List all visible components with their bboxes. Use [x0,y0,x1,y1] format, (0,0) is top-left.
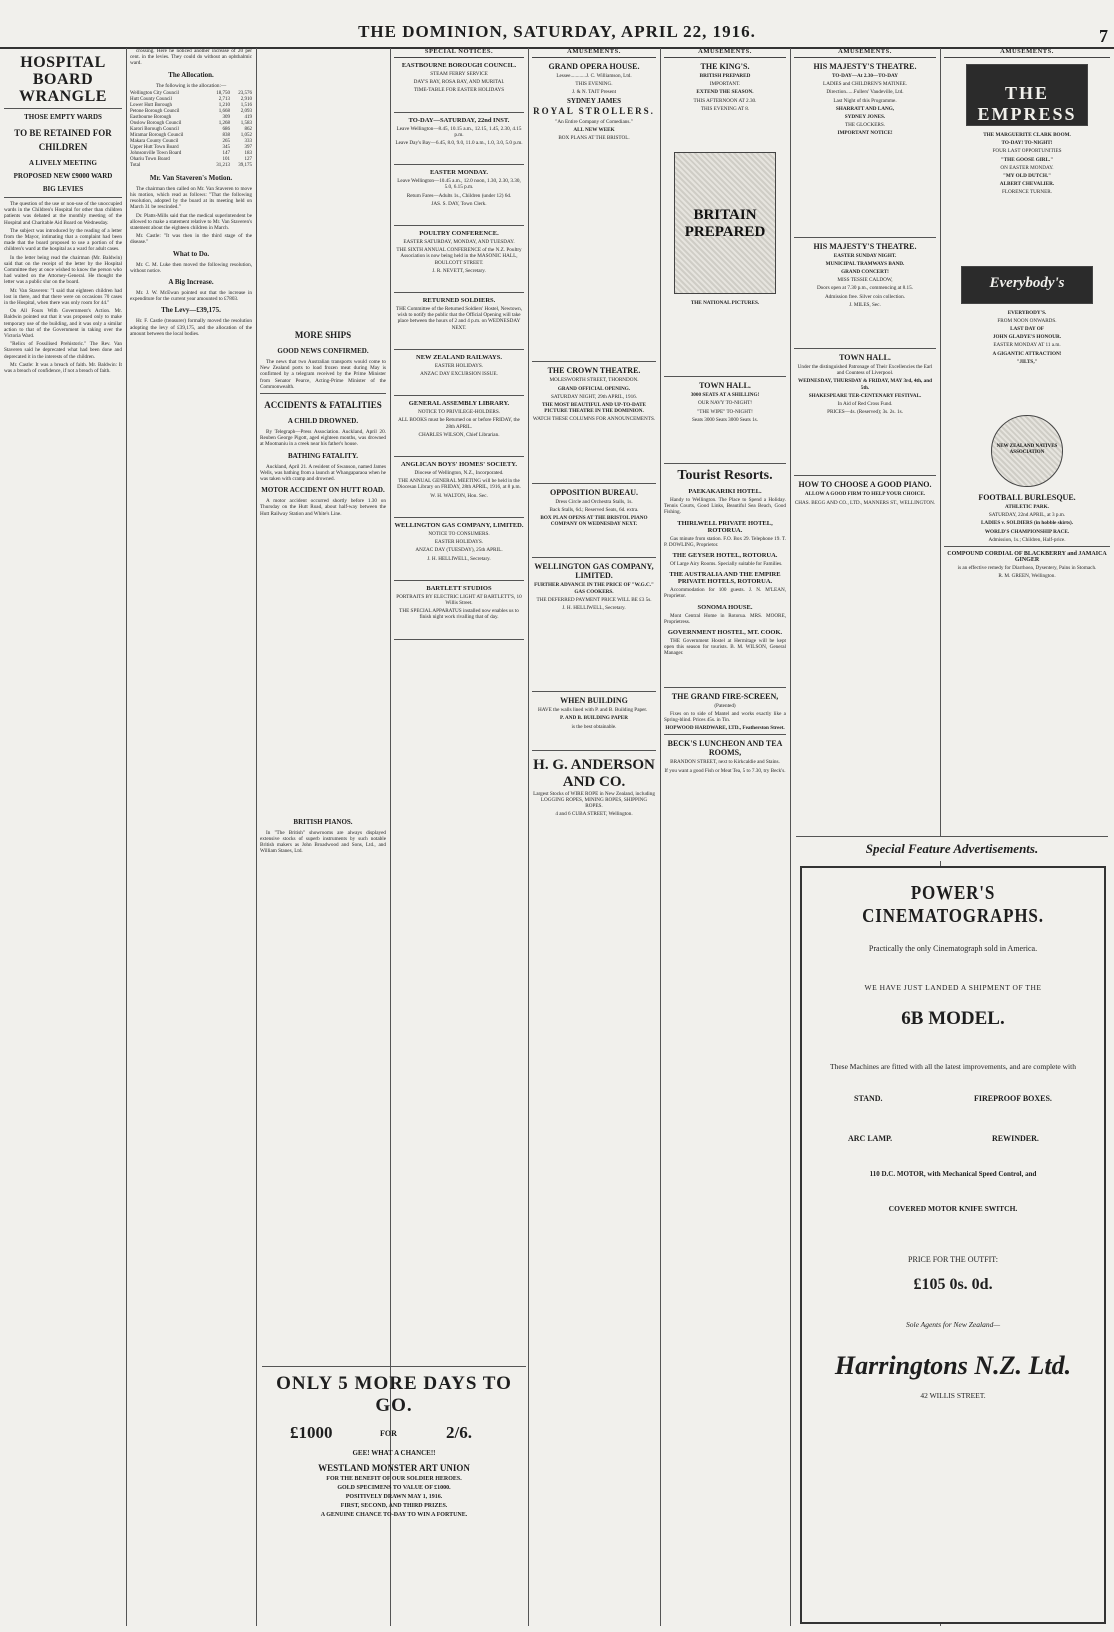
resort-name: THIRLWELL PRIVATE HOTEL, ROTORUA. [677,519,773,534]
news-paragraph: In "The British" showrooms are always displayed extensive stocks of superb instruments by such notable British makers as John Broadwood and Sons, Ltd., and William Stanes, Ltd. [260,829,386,855]
table-cell: 397 [244,144,252,150]
advert-line: Admission, 1s.; Children, Half-price. [988,536,1066,543]
agent-address: 42 WILLIS STREET. [920,1391,986,1400]
table-cell: 18,750 [216,90,230,96]
natives-association-seal [991,415,1063,487]
advert-line: Seats 3000 Seats 3000 Seats 1s. [692,416,758,423]
advert-line: EASTER MONDAY AT 11 a.m. [993,342,1061,349]
model-name: 6B MODEL. [901,1008,1005,1029]
article-subhead: PROPOSED NEW £9000 WARD [13,172,113,180]
table-cell: 1,268 [218,120,230,126]
table-cell: Petone Borough Council [130,108,180,114]
advert-line: SYDNEY JONES. [844,114,886,121]
notice-line: THE SPECIAL APPARATUS installed now enables us to finish night work rivalling that of day. [399,608,519,621]
news-subhead: MOTOR ACCIDENT ON HUTT ROAD. [261,486,385,495]
table-cell: 23,576 [238,90,252,96]
table-cell: Lower Hutt Borough [130,102,172,108]
section-label: MORE SHIPS [294,330,352,340]
article-paragraph: Mr. C. M. Luke then moved the following resolution, without notice. [130,261,252,274]
notice-head: BARTLETT STUDIOS [426,584,492,592]
article-paragraph: Dr. Platts-Mills said that the medical superintendent be allowed to make a statement relative to Mr. Van Staveren's statement about the eighteen children in March. [130,212,252,232]
advert-head: HIS MAJESTY'S THEATRE. [813,241,917,251]
table-cell: 1,583 [240,120,252,126]
article-subhead: A LIVELY MEETING [29,159,97,167]
advert-line: MOLESWORTH STREET, THORNDON. [549,377,639,384]
section-head: The Allocation. [168,70,214,79]
advert-line: ATHLETIC PARK. [1005,504,1049,511]
table-cell: 2,093 [240,108,252,114]
article-paragraph: Mr. Castle: It was a breach of faith. Mr. Baldwin: It was a breach of confidence, if not a breach of faith. [4,361,122,375]
page-number: 7 [1099,26,1108,46]
advert-line: Lessee............J. C. Williamson, Ltd. [556,73,632,79]
lottery-price: 2/6. [446,1423,472,1442]
advert-line: BOX PLANS AT THE BRISTOL. [558,135,630,142]
advert-line: SATURDAY NIGHT, 29th APRIL, 1916. [550,393,638,400]
seal-text: NEW ZEALAND NATIVES ASSOCIATION [996,444,1058,456]
notice-line: THE Committee of the Returned Soldiers' Hostel, Newtown, wish to notify the public that the Official Opening will take place between the hours of 2 and 4 p.m. on WEDNESDAY NEXT. [395,306,523,331]
resort-text: Accommodation for 100 guests. J. N. M'LEAN, Proprietor. [664,587,786,600]
advert-line: Admission free. Silver coin collection. [824,293,906,300]
notice-line: ANZAC DAY (TUESDAY), 25th APRIL. [415,547,503,554]
article-paragraph: Hr. F. Castle (treasurer) formally moved the resolution adopting the levy of £39,175, and the allocation of the amount between the local bodies. [130,318,252,337]
table-cell: 419 [244,114,252,120]
advert-head: GRAND OPERA HOUSE. [548,62,640,71]
resort-name: PAEKAKARIKI HOTEL. [688,488,762,496]
lottery-advert [262,1366,526,1623]
lottery-line: A GENUINE CHANCE TO-DAY TO WIN A FORTUNE. [320,1512,468,1518]
column-label: AMUSEMENTS. [944,48,1110,58]
advert-line: LADIES v. SOLDIERS (in hobble skirts). [980,520,1074,527]
lottery-line: FIRST, SECOND, AND THIRD PRIZES. [340,1503,448,1509]
advert-line: In Aid of Red Cross Fund. [837,401,893,408]
column-rule [126,48,127,1626]
advert-line: IMPORTANT. [709,81,741,88]
agent-name: Harringtons N.Z. Ltd. [834,1351,1072,1380]
advert-line: GRAND OFFICIAL OPENING. [557,385,631,392]
notice-line: Diocese of Wellington, N.Z., Incorporated. [414,470,504,477]
table-cell: Upper Hutt Town Board [130,144,179,150]
advert-line: 3000 SEATS AT A SHILLING! [690,392,760,399]
item-fireproof-boxes: FIREPROOF BOXES. [974,1094,1052,1103]
advert-line: "An Entire Company of Comedians." [555,118,633,125]
news-paragraph: The news that two Australian transports would come to New Zealand ports to load frozen meat during May is confirmed by a telegram received by the Prime Minister from Senator Pearce, Acting-Prime Minister of the Commonwealth. [260,359,386,390]
resort-text: Gas minute from station. F.O. Box 29. Telephone 19. T. P. DOWLING, Proprietor. [664,535,786,548]
advert-line: IMPORTANT NOTICE! [837,130,893,137]
notice-head: ANGLICAN BOYS' HOMES' SOCIETY. [400,461,518,469]
column-1-article [4,48,122,1626]
advert-line: BRITISH PREPARED [699,73,751,79]
notice-line: ALL BOOKS must be Returned on or before FRIDAY, the 28th APRIL. [398,417,520,430]
news-headline: ACCIDENTS & FATALITIES [264,400,382,411]
item-stand: STAND. [854,1094,883,1103]
advert-line: THE MOST BEAUTIFUL AND UP-TO-DATE PICTURE THEATRE IN THE DOMINION. [541,402,647,415]
motor-line: 110 D.C. MOTOR, with Mechanical Speed Control, and [869,1170,1037,1178]
table-cell: Makara County Council [130,138,179,144]
advert-line: "THE GOOSE GIRL." [1000,156,1054,163]
feature-banner [796,836,1108,861]
advert-line: THIS AFTERNOON AT 2.30. [693,97,757,104]
advert-line: ALL NEW WEEK [573,127,615,134]
advert-line: Direction......Fullers' Vaudeville, Ltd. [826,89,904,96]
resort-text: Mont Central Home in Rotorua. MRS. MOORE, Proprietress. [664,612,786,625]
table-cell: 838 [222,132,230,138]
advert-head: HOW TO CHOOSE A GOOD PIANO. [798,480,932,490]
notice-line: Return Fares—Adults 1s., Children (under 12) 6d. [406,192,512,199]
item-rewinder: REWINDER. [992,1134,1039,1143]
column-rule [660,48,661,1626]
advert-line: SATURDAY, 22nd APRIL, at 3 p.m. [988,512,1066,519]
empress-logo-text: THE EMPRESS [977,83,1077,124]
advert-line: TO-DAY—At 2.30—TO-DAY [831,73,898,79]
advert-line: THE DEFERRED PAYMENT PRICE WILL BE £3 5s. [536,596,652,603]
column-7-amusements [794,48,936,828]
notice-line: DAY'S BAY, ROSA BAY, AND MURITAI. [413,79,505,86]
article-paragraph: The subject was introduced by the reading of a letter from the Mayor, intimating that a complaint had been made that the board proposed to use a portion of the children's ward at the hospital as a ward for adult cases. [4,227,122,253]
advert-line: EASTER SUNDAY NIGHT. [833,252,897,259]
table-cell: 1,516 [240,102,252,108]
powers-cinematographs-advert [800,866,1106,1624]
table-row [130,163,252,169]
advert-line: 4 and 6 CUBA STREET, Wellington. [555,811,633,818]
advert-line: WORLD'S CHAMPIONSHIP RACE. [984,528,1070,535]
advert-line: BOX PLAN OPENS AT THE BRISTOL PIANO COMPANY ON WEDNESDAY NEXT. [540,515,648,528]
column-rule [790,48,791,1626]
column-label: AMUSEMENTS. [532,48,656,58]
column-8-amusements [944,48,1110,828]
advert-line: FOUR LAST OPPORTUNITIES [992,148,1062,155]
table-cell: 31,213 [216,162,230,168]
resort-text: THE Government Hostel at Hermitage will be kept open this season for tourists. B. M. WILSON, General Manager. [664,638,786,657]
notice-line: ANZAC DAY EXCURSION ISSUE. [420,371,498,378]
advert-line: FURTHER ADVANCE IN THE PRICE OF "W.G.C." GAS COOKERS. [534,582,654,595]
column-rule [528,48,529,1626]
article-paragraph: crossing. Here he noticed another increase of 20 per cent. in the levies. They could do without an ophthalmic ward. [130,48,252,67]
notice-line: W. H. WALTON, Hon. Sec. [430,492,488,499]
column-label: SPECIAL NOTICES. [394,48,524,58]
notice-head: GENERAL ASSEMBLY LIBRARY. [408,400,510,408]
table-cell: 127 [244,156,252,162]
resort-text: Handy to Wellington. The Place to Spend a Holiday. Tennis Courts, Good Links, Beautiful Sea Beach, Good Fishing. [664,497,786,516]
column-rule [256,48,257,1626]
advert-head: TOWN HALL. [699,381,751,391]
notice-head: POULTRY CONFERENCE. [419,230,499,238]
notice-line: Leave Day's Bay—6.45, 8.0, 9.0, 11.0 a.m., 1.0, 3.0, 5.0 p.m. [395,140,523,147]
table-cell: 2,713 [218,96,230,102]
notice-head: TO-DAY—SATURDAY, 22nd INST. [408,116,510,124]
advert-line: EXTEND THE SEASON. [696,89,754,96]
advert-line: R. M. GREEN, Wellington. [998,573,1056,580]
table-cell: 1,052 [240,132,252,138]
advert-line: SYDNEY JAMES [567,96,621,105]
advert-line: TO-DAY! TO-NIGHT! [1001,140,1053,147]
column-2-article [130,48,252,1626]
advert-head: COMPOUND CORDIAL OF BLACKBERRY and JAMAICA GINGER [947,551,1107,564]
everybodys-logo [961,266,1093,304]
news-subhead: A CHILD DROWNED. [287,417,359,426]
table-cell: 101 [222,156,230,162]
news-paragraph: Auckland, April 21. A resident of Swanson, named James Wells, was bathing from a launch at Whangaparaoa when he was taken with cramp and drowned. [260,463,386,483]
news-paragraph: A motor accident occurred shortly before 1.30 on Thursday on the Hutt Road, about half-way between the Hutt Railway Station and White's Line. [260,498,386,517]
article-paragraph: The chairman then called on Mr. Van Staveren to move his motion, which read as follows: "That the following resolution, adopted by the board at its meeting held on March 31 be rescinded." [130,185,252,211]
lottery-headline: ONLY 5 MORE DAYS TO GO. [276,1373,512,1416]
notice-head: EASTER MONDAY. [429,169,489,177]
table-cell: Wellington City Council [130,90,180,96]
table-cell: Total [130,162,141,168]
table-cell: 39,175 [238,162,252,168]
advert-line: CHAS. BEGG AND CO., LTD., MANNERS ST., WELLINGTON. [794,499,936,506]
agents-line: Sole Agents for New Zealand— [905,1320,1001,1329]
advert-line: Last Night of this Programme. [833,97,897,104]
everybodys-logo-text: Everybody's [989,274,1065,291]
table-cell: 345 [222,144,230,150]
column-6-amusements [664,48,786,1626]
advert-head: WHEN BUILDING [560,696,628,706]
table-cell: 333 [244,138,252,144]
advert-line: ROYAL STROLLERS. [533,105,655,116]
table-cell: 862 [244,126,252,132]
item-arc-lamp: ARC LAMP. [848,1134,893,1143]
notices-list [394,62,524,640]
advert-line: THE MARGUERITE CLARK BOOM. [983,132,1071,138]
advert-line: WEDNESDAY, THURSDAY & FRIDAY, MAY 3rd, 4th, and 5th. [798,378,932,391]
notice-line: NOTICE TO CONSUMERS. [428,530,490,537]
lottery-line: WESTLAND MONSTER ART UNION [318,1463,470,1473]
notice-line: THE ANNUAL GENERAL MEETING will be held in the Diocesan Library on FRIDAY, 28th APRIL, 1916, at 8 p.m. [397,478,521,491]
table-cell: Miramar Borough Council [130,132,184,138]
notice-line: J. H. HELLIWELL, Secretary. [427,555,491,562]
advert-line: Doors open at 7.30 p.m., commencing at 8.15. [816,285,914,292]
notice-line: EASTER HOLIDAYS. [434,362,484,369]
table-cell: 2,910 [240,96,252,102]
table-cell: Eastbourne Borough [130,114,172,120]
advert-line: LAST DAY OF [1010,326,1044,333]
advert-head: THE KING'S. [700,62,750,71]
powers-sub: Practically the only Cinematograph sold in America. [868,944,1038,953]
advert-head: FOOTBALL BURLESQUE. [978,493,1076,503]
table-title: The following is the allocation:— [155,82,227,89]
empress-logo [966,64,1088,126]
table-cell: 1,210 [218,102,230,108]
advert-line: (Patented) [714,702,736,709]
advert-head: THE GRAND FIRE-SCREEN, [671,691,779,701]
table-cell: 1,668 [218,108,230,114]
advert-head: OPPOSITION BUREAU. [549,487,638,497]
notice-line: THE SIXTH ANNUAL CONFERENCE of the N.Z. Poultry Association is now being held in the MASONIC HALL, BOULCOTT STREET. [396,247,522,266]
resort-name: THE GEYSER HOTEL, ROTORUA. [672,552,778,560]
article-paragraph: On All Fours With Government's Action. Mr. Baldwin pointed out that it was proposed only to make temporary use of the building, and it was only a similar action to that of the Government in taking over the Victoria Ward. [4,308,122,340]
advert-line: THE NATIONAL PICTURES. [690,300,760,307]
motor-line-2: COVERED MOTOR KNIFE SWITCH. [888,1204,1018,1213]
table-cell: Karori Borough Council [130,126,179,132]
advert-line: is an effective remedy for Diarrhoea, Dysentery, Pains in Stomach. [957,565,1097,572]
advert-line: THIS EVENING AT 8. [700,105,750,112]
outfit-price: £105 0s. 0d. [913,1276,993,1293]
anderson-name: H. G. ANDERSON AND CO. [533,756,655,790]
table-cell: 183 [244,150,252,156]
advert-line: HAVE the walls lined with P. and B. Building Paper. [538,707,648,714]
lottery-line: GOLD SPECIMENS TO VALUE OF £1000. [337,1485,451,1491]
resort-name: THE AUSTRALIA AND THE EMPIRE PRIVATE HOTELS, ROTORUA. [669,571,781,586]
advert-line: HOPWOOD HARDWARE, LTD., Featherston Street. [665,725,785,732]
news-head: GOOD NEWS CONFIRMED. [277,347,369,355]
advert-line: ALBERT CHEVALIER. [999,181,1055,188]
powers-title: POWER'S CINEMATOGRAPHS. [862,882,1044,927]
section-head: A Big Increase. [168,278,214,287]
table-cell: 309 [222,114,230,120]
notice-line: JAS. S. DAY, Town Clerk. [431,200,487,207]
advert-head: WELLINGTON GAS COMPANY, LIMITED. [534,562,654,581]
advert-line: If you want a good Fish or Meat Tea, 5 to 7.30, try Beck's. [664,767,786,774]
masthead-title: THE DOMINION, SATURDAY, APRIL 22, 1916. [358,22,756,41]
notice-line: PORTRAITS BY ELECTRIC LIGHT AT BARTLETT'S, 10 Willis Street. [396,593,522,606]
news-paragraph: By Telegraph—Press Association. Auckland, April 20. Reuben George Pigott, aged eighteen months, was drowned at Mootnaniu in a creek near his father's house. [260,429,386,448]
feature-banner-text: Special Feature Advertisements. [865,841,1039,856]
notice-line: Leave Wellington—10.45 a.m., 12.0 noon, 1.30, 2.30, 3.30, 5.0, 6.15 p.m. [397,178,521,191]
advert-line: Dress Circle and Orchestra Stalls, 1s. [555,498,633,505]
table-cell: Johnsonville Town Board [130,150,182,156]
advert-line: "MY OLD DUTCH." [1002,173,1052,180]
britain-prepared-illustration [674,152,776,294]
advert-line: SHAKESPEARE TER-CENTENARY FESTIVAL. [808,392,922,399]
masthead [0,0,1114,44]
lottery-line: POSITIVELY DRAWN MAY 1, 1916. [345,1494,443,1500]
column-label: AMUSEMENTS. [664,48,786,58]
levy-table [130,91,252,169]
advert-line: PRICES—4s. (Reserved); 3s. 2s. 1s. [827,409,903,416]
advert-line: WATCH THESE COLUMNS FOR ANNOUNCEMENTS. [532,416,656,423]
news-subhead: BRITISH PIANOS. [293,817,353,826]
news-subhead: BATHING FATALITY. [287,451,358,460]
table-cell: 147 [222,150,230,156]
advert-line: MISS TESSIE CALDOW, [837,277,893,284]
advert-line: J. & N. TAIT Present [571,89,617,96]
advert-line: FLORENCE TURNER. [1001,189,1053,196]
advert-line: FROM NOON ONWARDS. [997,317,1057,324]
lottery-for: FOR [380,1429,397,1438]
article-paragraph: The question of the use or non-use of the unoccupied wards in the Children's Hospital for other than children patients was debated at the monthly meeting of the Hospital and Charitable Aid Board on Wednesday. [4,201,122,226]
table-cell: Hutt County Council [130,96,172,102]
article-paragraph: "Relics of Fossilised Prehistoric." The Rev. Van Staveren said he deprecated what had been done and deprecated it in the interests of the children. [4,341,122,360]
advert-line: THE GLOCKERS. [844,122,886,129]
advert-line: ON EASTER MONDAY. [1000,164,1054,171]
advert-line: THIS EVENING. [575,81,613,88]
advert-line: Back Stalls, 6d.; Reserved Seats, 6d. extra. [549,506,639,513]
resort-name: GOVERNMENT HOSTEL, MT. COOK. [667,629,783,637]
lottery-chance: GEE! WHAT A CHANCE!! [352,1449,436,1457]
column-label: AMUSEMENTS. [794,48,936,58]
notice-line: CHARLES WILSON, Chief Librarian. [418,431,500,438]
article-paragraph: Mr. Van Staveren: "I said that eighteen children had lost in there, and that there were on occasions 70 cases in the Hospital, when there was only room for 44." [4,287,122,307]
notice-line: TIME-TABLE FOR EASTER HOLIDAYS [413,87,505,94]
notice-head: NEW ZEALAND RAILWAYS. [416,353,502,361]
advert-line: Largest Stocks of WIRE ROPE in New Zealand, including LOGGING ROPES, MINING ROPES, SHIPPING ROPES. [533,790,655,810]
britain-image-text: BRITAIN PREPARED [684,207,766,241]
advert-line: ALLOW A GOOD FIRM TO HELP YOUR CHOICE. [804,491,926,498]
resorts-list [664,488,786,657]
notice-line: Leave Wellington—8.45, 10.15 a.m., 12.15, 1.45, 2.30, 4.15 p.m. [396,125,522,138]
article-paragraph: Mr. J. W. McEwan pointed out that the increase in expenditure for the current year amounted to £7803. [130,290,252,303]
advert-head: BECK'S LUNCHEON AND TEA ROOMS, [667,739,783,758]
advert-line: SHARRATT AND LANG, [835,105,895,112]
price-label: PRICE FOR THE OUTFIT: [908,1255,998,1264]
table-cell: 686 [222,126,230,132]
advert-line: OUR NAVY TO-NIGHT! [698,400,752,407]
notice-head: EASTBOURNE BOROUGH COUNCIL. [401,62,517,69]
notice-head: WELLINGTON GAS COMPANY, LIMITED. [394,521,524,529]
tourist-resorts-head: Tourist Resorts. [677,468,773,484]
notice-line: NOTICE TO PRIVILEGE-HOLDERS. [417,409,501,416]
article-subhead: BIG LEVIES [42,185,84,193]
notice-head: RETURNED SOLDIERS. [422,297,496,305]
section-head: The Levy—£39,175. [161,306,221,315]
article-paragraph: Mr. Castle: "It was then in the third stage of the disease." [130,233,252,246]
notice-line: EASTER SATURDAY, MONDAY, AND TUESDAY. [403,239,515,246]
notice-line: EASTER HOLIDAYS. [434,539,484,546]
advert-line: Under the distinguished Patronage of Their Excellencies the Earl and Countess of Liverpool. [797,364,933,377]
advert-line: "JILTS," [1016,358,1038,365]
advert-line: J. MILES, Sec. [849,301,881,308]
article-headline: HOSPITAL BOARD WRANGLE [19,54,107,105]
resort-name: SONOMA HOUSE. [697,603,753,611]
advert-line: Fixes on to side of Mantel and works exactly like a Spring-blind. Prices 45s. in Tin. [664,710,786,724]
advert-head: HIS MAJESTY'S THEATRE. [813,62,917,71]
advert-line: LADIES and CHILDREN'S MATINEE. [823,81,907,88]
fitted-line: These Machines are fitted with all the latest improvements, and are complete with [830,1062,1076,1071]
notice-line: STEAM FERRY SERVICE [430,71,488,77]
table-cell: Onslow Borough Council [130,120,182,126]
advert-line: BRANDON STREET, next to Kirkcaldie and Stains. [670,759,780,766]
table-cell: Ohariu Town Board [130,156,170,162]
advert-head: THE CROWN THEATRE. [547,366,641,376]
landed-line: WE HAVE JUST LANDED A SHIPMENT OF THE [864,983,1042,992]
section-head: Mr. Van Staveren's Motion. [149,173,233,182]
advert-line: P. AND B. BUILDING PAPER [559,715,629,722]
advert-line: MUNICIPAL TRAMWAYS BAND. [825,260,905,267]
advert-line: "THE WIPE" TO-NIGHT! [697,408,753,415]
advert-line: is the best obtainable. [571,723,617,730]
lottery-prize: £1000 [290,1423,333,1442]
advert-line: EVERYBODY'S. [1007,309,1047,316]
article-paragraph: In the letter being read the chairman (Mr. Baldwin) said that on the receipt of the letter by the Hospital Committee they at once wished to know the person who had waited on the Attorney-General. He thought the letter was a public slur on the board. [4,254,122,286]
article-subhead: THOSE EMPTY WARDS [24,113,102,121]
column-5-amusements [532,48,656,1626]
table-cell: 265 [222,138,230,144]
advert-line: GRAND CONCERT! [841,269,889,276]
advert-head: TOWN HALL. [839,353,891,363]
advert-line: J. H. HELLIWELL, Secretary. [562,605,626,612]
section-head: What to Do. [172,249,210,258]
lottery-line: FOR THE BENEFIT OF OUR SOLDIER HEROES. [326,1476,462,1482]
advert-line: JOHN GLADYE'S HONOUR. [992,334,1062,341]
notice-line: J. R. NEVETT, Secretary. [432,267,486,274]
resort-text: Of Large Airy Rooms. Specially suitable for Families. [670,561,783,568]
advert-line: A GIGANTIC ATTRACTION! [992,350,1062,357]
article-subhead: TO BE RETAINED FOR CHILDREN [14,128,112,152]
